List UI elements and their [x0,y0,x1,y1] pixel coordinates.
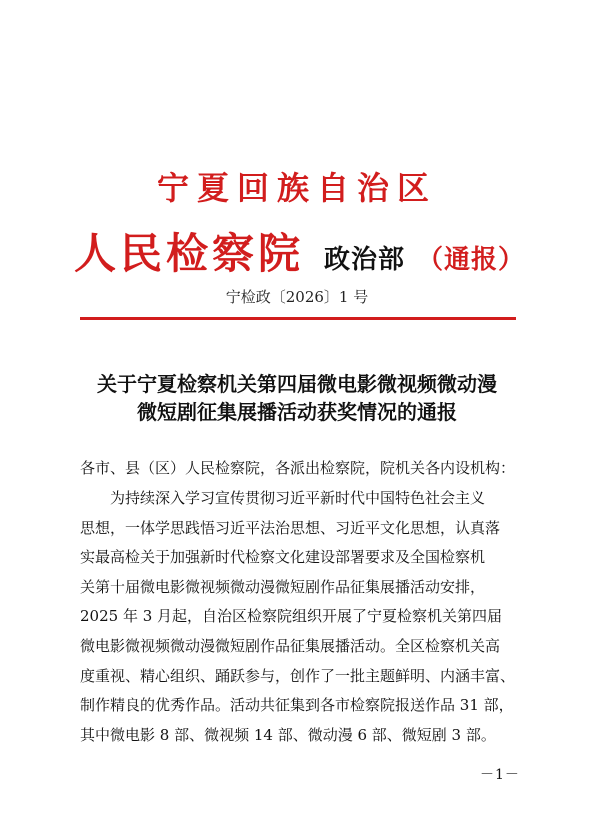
body-line: 制作精良的优秀作品。活动共征集到各市检察院报送作品 31 部， [80,696,514,715]
document-number: 宁检政〔2026〕1 号 [225,288,369,306]
body-line: 关第十届微电影微视频微动漫微短剧作品征集展播活动安排， [80,577,486,596]
body-line: 为持续深入学习宣传贯彻习近平新时代中国特色社会主义 [110,489,486,507]
document-title [60,370,534,426]
body-line: 2025 年 3 月起，自治区检察院组织开展了宁夏检察机关第四届 [80,607,503,626]
body-line: 微电影微视频微动漫微短剧作品征集展播活动。全区检察机关高 [80,636,501,655]
body-line: 度重视、精心组织、踊跃参与，创作了一批主题鲜明、内涵丰富、 [80,666,516,685]
header-doc-type: （通报） [417,245,526,275]
page-number: －1－ [480,767,520,783]
header-red-divider [80,317,516,320]
body-line: 思想，一体学思践悟习近平法治思想、习近平文化思想，认真落 [80,518,501,537]
body-line: 其中微电影 8 部、微视频 14 部、微动漫 6 部、微短剧 3 部。 [80,725,496,744]
salutation: 各市、县（区）人民检察院，各派出检察院，院机关各内设机构： [80,459,516,477]
header-org-dept: 政治部 [324,245,406,275]
header-region-name: 宁夏回族自治区 [156,169,437,207]
document-title-line: 微短剧征集展播活动获奖情况的通报 [137,400,457,424]
header-org-line [74,226,525,282]
body-line: 实最高检关于加强新时代检察文化建设部署要求及全国检察机 [80,548,486,567]
body-paragraph [80,484,516,750]
header-org-name: 人民检察院 [74,229,305,278]
document-title-line: 关于宁夏检察机关第四届微电影微视频微动漫 [97,372,497,396]
